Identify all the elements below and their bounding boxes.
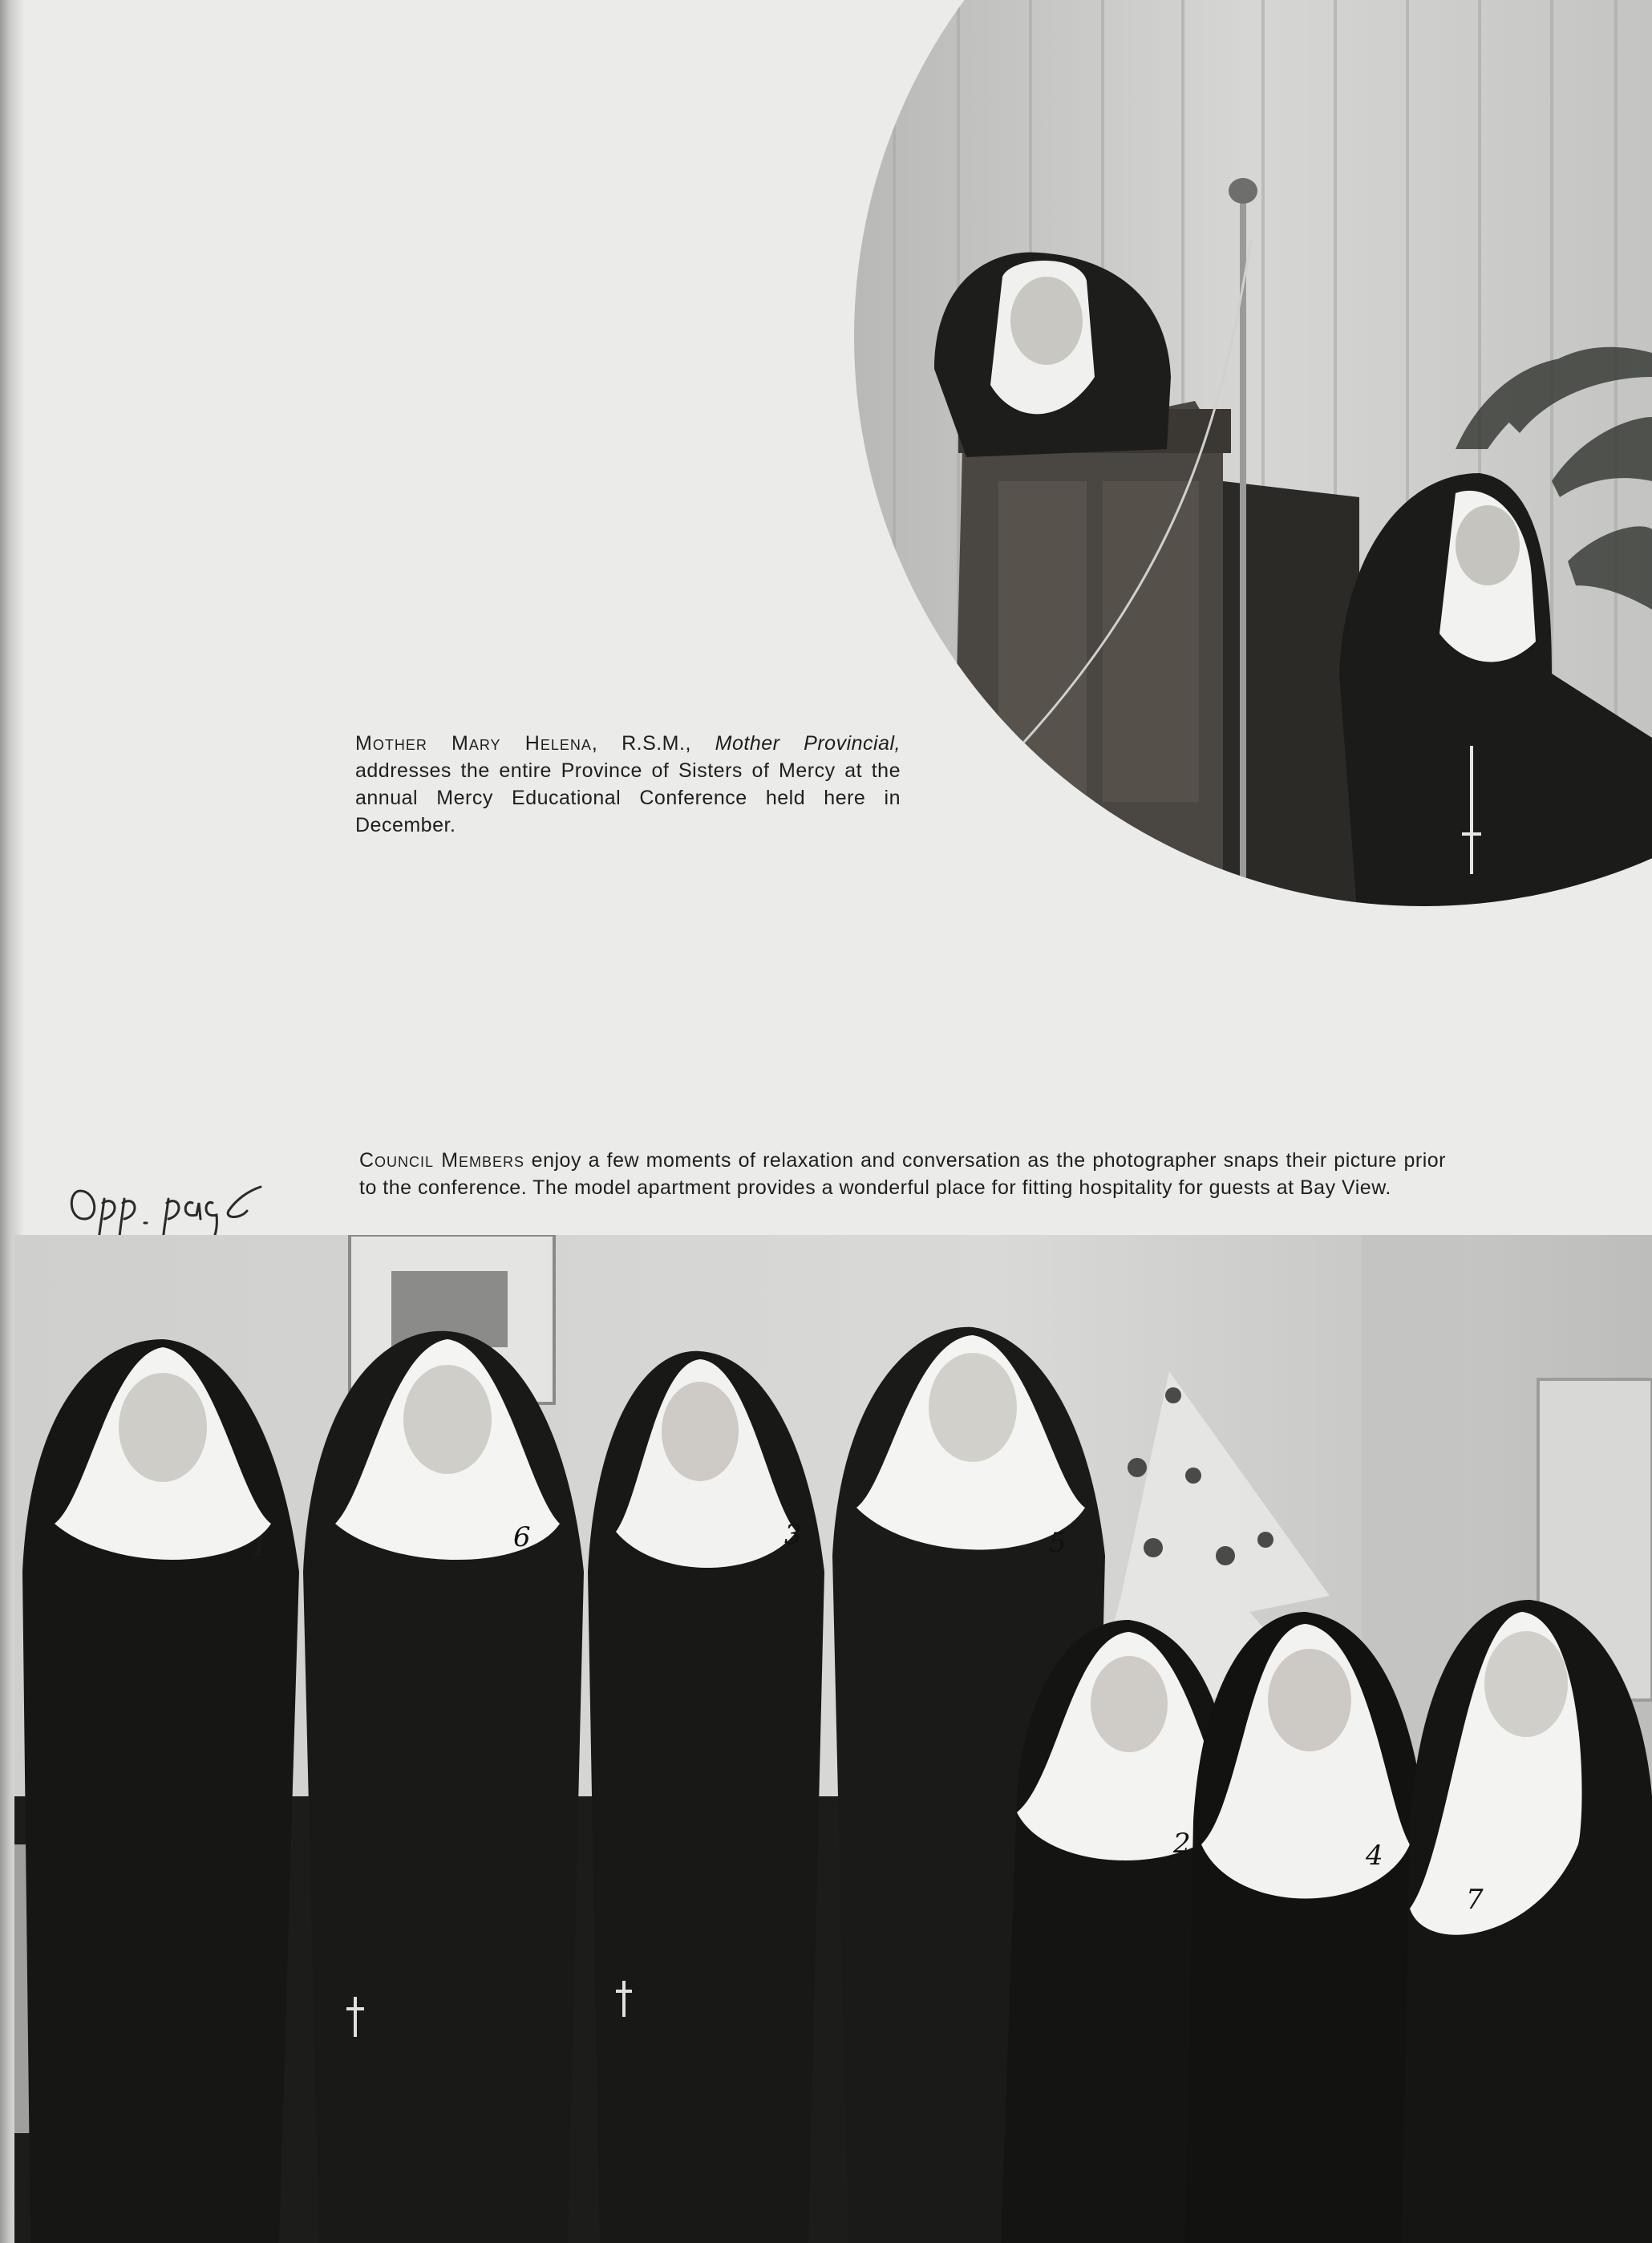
council-members-photo (14, 1235, 1652, 2243)
caption-role: Mother Provincial, (715, 732, 901, 755)
member-number-3: 3 (784, 1519, 802, 1551)
group-photo-caption (359, 1147, 1446, 1201)
member-number-5: 5 (1049, 1527, 1067, 1559)
member-number-6: 6 (513, 1521, 531, 1553)
member-number-2: 2 (1173, 1828, 1191, 1860)
seated-nuns (1001, 1600, 1652, 2243)
caption-body: addresses the entire Province of Sisters of Mercy at the annual Mercy Educational Conference held here in December. (355, 759, 901, 836)
podium-photo-caption (355, 730, 901, 839)
member-number-4: 4 (1366, 1840, 1383, 1872)
member-number-1: 1 (251, 1531, 269, 1563)
caption-subject-name: Mother Mary Helena (355, 732, 592, 755)
podium-photo (846, 0, 1652, 942)
caption-lead: Council Members (359, 1149, 525, 1172)
caption-body: enjoy a few moments of relaxation and conversation as the photographer snaps their picture prior to the conference. The model apartment provides a wonderful place for fitting hospitality for guests at Bay View. (359, 1149, 1446, 1199)
member-number-7: 7 (1466, 1884, 1484, 1916)
caption-title-suffix: , R.S.M., (591, 732, 715, 755)
